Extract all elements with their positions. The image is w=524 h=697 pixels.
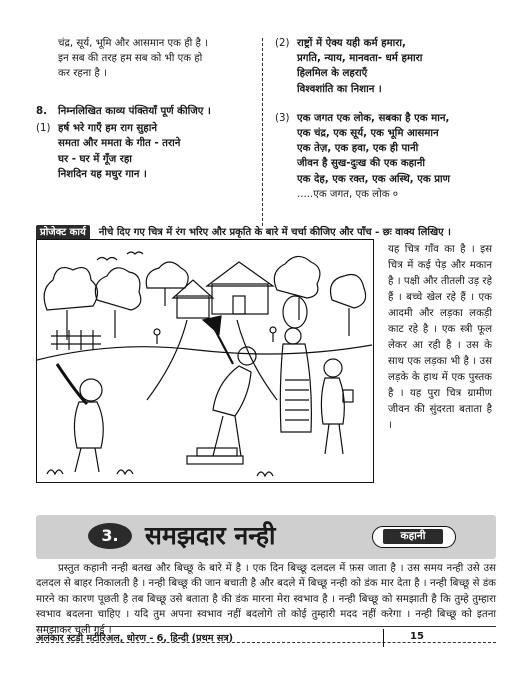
genre-badge [372, 526, 456, 548]
verse-line: घर - घर में गूँज रहा [58, 153, 132, 165]
verse-line: हर्ष भरे गाएँ हम राग सुहाने [58, 123, 157, 135]
question-number: 8. [36, 106, 47, 117]
verse-line: एक तेज़, एक हवा, एक ही पानी [297, 143, 419, 155]
verse-line: एक जगत एक लोक, सबका है एक मान, [297, 112, 450, 124]
verse-line: राष्ट्रों में ऐक्य यही कर्म हमारा, [297, 38, 406, 49]
question-8-item-3 [275, 111, 490, 202]
verse-line: समता और ममता के गीत - तराने [58, 138, 181, 150]
footer-separator [383, 629, 384, 647]
basket [283, 296, 307, 328]
verse-line: .....एक जगत, एक लोक ० [297, 188, 399, 200]
house [212, 284, 268, 314]
item-label: (2) [275, 38, 290, 49]
footer-rule [36, 626, 496, 627]
item-lines [297, 36, 490, 97]
woman-head [285, 328, 301, 344]
footer-book-title: अलंकार स्टडी मटीरिअल, धोरण - 6, हिन्दी (प्रथम सत्र) [36, 633, 234, 644]
poem-line: इन सब की तरह हम सब को भी एक हो [58, 53, 203, 65]
question-8-item-1 [36, 121, 261, 182]
question-instruction: निम्नलिखित काव्य पंक्तियाँ पूर्ण कीजिए । [58, 106, 211, 117]
item-lines [297, 111, 490, 202]
column-separator [262, 38, 263, 226]
verse-line: विश्वशांति का निशान । [297, 83, 382, 95]
log [197, 448, 237, 456]
page-number: 15 [410, 631, 424, 642]
tree [95, 268, 140, 310]
house [177, 296, 209, 318]
verse-line: हिलमिल के लहराएँ [297, 68, 368, 80]
item-label: (3) [275, 112, 290, 124]
poem-line: कर रहना है । [58, 68, 107, 80]
verse-line: जीवन है सुख-दुःख की एक कहानी [297, 158, 425, 170]
project-description: यह चित्र गाँव का है । इस चित्र में कई पेड़ और मकान है । पक्षी और तीतली उड़ रहे हैं । बच्चे खेल रहे हैं । एक आदमी और लड़का लकड़ी काट रहे है । एक स्त्री फूल लेकर आ रही है । उस के साथ एक लड़का भी है । उस लड़के के हाथ में एक पुस्तक है । यह पुरा चित्र ग्रामीण जीवन की सुंदरता बताता है । [388, 244, 492, 431]
verse-line: प्रगति, न्याय, मानवता- धर्म हमारा [297, 53, 423, 65]
chapter-title: समझदार नन्ही [145, 521, 276, 550]
chapter-summary: प्रस्तुत कहानी नन्ही बतख और बिच्छू के बारे में है । एक दिन बिच्छू दलदल में फ़स जाता है । उस समय नन्ही उसे उस दलदल से बाहर निकालती है । नन्ही बिच्छू की जान बचाती है और बदले में बिच्छू नन्ही को डंक मार देता है । नन्ही बिच्छू से डंक मारने का कारण पूछती है तब बिच्छू उसे बताता है की डंक मारना मेरा स्वभाव है । नन्ही बिच्छू को समझाती है कि तुम्हे तुम्हारा स्वभाव बदलना चाहिए । यदि तुम अपना स्वभाव नहीं बदलोगे तो कोई तुम्हारी मदद नहीं करेगा । नन्ही बिच्छू को इतना समझाकर चली गई । [36, 561, 496, 643]
poem-line: चंद्र, सूर्य, भूमि और आसमान एक ही है । [58, 38, 208, 49]
project-instruction-bar [36, 220, 496, 236]
question-8-item-2 [275, 36, 490, 97]
verse-line: निशदिन यह मधुर गान । [58, 168, 147, 180]
village-illustration [36, 239, 374, 483]
boy-head [324, 359, 342, 377]
tree [146, 262, 188, 288]
chapter-number-badge: 3. [88, 523, 132, 549]
item-lines [58, 121, 261, 182]
tree [44, 268, 97, 310]
question-8 [36, 104, 261, 182]
question-8-heading [36, 104, 261, 119]
man-head [80, 379, 102, 401]
project-instruction: नीचे दिए गए चित्र में रंग भरिए और प्रकृति के बारे में चर्चा कीजिए और पाँच - छः वाक्य लिखिए । [98, 227, 451, 238]
tree [274, 256, 320, 298]
item-label: (1) [36, 123, 51, 135]
village-drawing [37, 240, 372, 481]
verse-line: एक चंद्र, एक सूर्य, एक भूमि आसमान [297, 128, 439, 140]
tree [331, 275, 366, 309]
verse-line: एक देह, एक रक्त, एक अस्थि, एक प्राण [297, 173, 451, 185]
genre-label: कहानी [383, 529, 443, 544]
question-8-right [275, 36, 490, 202]
project-tag: प्रोजेक्ट कार्य [36, 225, 90, 240]
poem-left-top [36, 36, 273, 82]
house-roof [207, 262, 273, 286]
